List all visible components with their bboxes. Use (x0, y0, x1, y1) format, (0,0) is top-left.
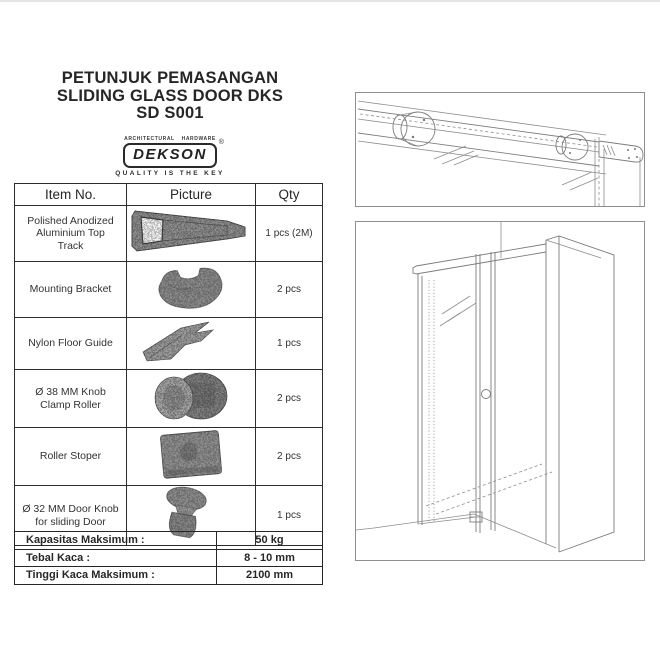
title-line-2: SLIDING GLASS DOOR DKS (56, 86, 284, 105)
header-picture: Picture (127, 184, 256, 206)
parts-table (14, 183, 323, 546)
mounting-bracket-photo (128, 262, 254, 312)
table-row-clamp-roller (15, 370, 323, 428)
item-qty: 1 pcs (256, 318, 323, 370)
spec-row-glass-height (15, 567, 323, 585)
item-name: Ø 38 MM Knob Clamp Roller (15, 370, 127, 428)
spec-value: 8 - 10 mm (217, 549, 323, 567)
header-item-no: Item No. (15, 184, 127, 206)
table-row-mounting-bracket (15, 262, 323, 318)
spec-label: Kapasitas Maksimum : (15, 532, 217, 550)
aluminium-top-track-photo (128, 206, 254, 256)
knob-clamp-roller-photo (128, 370, 254, 422)
spec-table (14, 531, 323, 585)
dekson-logo-text: DEKSON (133, 146, 207, 163)
brand-tagline: QUALITY IS THE KEY (115, 170, 225, 177)
track-detail-diagram-frame (355, 92, 645, 207)
item-picture-cell (127, 206, 256, 262)
item-name: Polished Anodized Aluminium Top Track (15, 206, 127, 262)
item-picture-cell (127, 318, 256, 370)
title-line-1: PETUNJUK PEMASANGAN (61, 69, 279, 87)
brand-block (0, 136, 340, 177)
parts-table-header-row (15, 184, 323, 206)
item-name: Nylon Floor Guide (15, 318, 127, 370)
item-qty: 1 pcs (2M) (256, 206, 323, 262)
table-row-roller-stoper (15, 428, 323, 486)
spec-label: Tinggi Kaca Maksimum : (15, 567, 217, 585)
roller-stoper-photo (128, 428, 254, 480)
table-row-top-track (15, 206, 323, 262)
item-qty: 2 pcs (256, 262, 323, 318)
door-assembly-diagram-frame (355, 221, 645, 561)
item-picture-cell (127, 262, 256, 318)
item-picture-cell (127, 428, 256, 486)
spec-row-capacity (15, 532, 323, 550)
registered-trademark-icon: ® (218, 139, 224, 146)
nylon-floor-guide-photo (128, 318, 254, 364)
table-row-floor-guide (15, 318, 323, 370)
page-title (0, 70, 340, 123)
header-qty: Qty (256, 184, 323, 206)
scan-edge-artifact (0, 0, 660, 2)
spec-value: 2100 mm (217, 567, 323, 585)
spec-value: 50 kg (217, 532, 323, 550)
spec-label: Tebal Kaca : (15, 549, 217, 567)
assembled-sliding-glass-door-drawing (356, 222, 644, 560)
item-name: Ø 32 MM Door Knob for sliding Door (15, 486, 127, 546)
top-track-roller-detail-drawing (356, 93, 644, 206)
item-qty: 1 pcs (256, 486, 323, 546)
item-qty: 2 pcs (256, 370, 323, 428)
item-picture-cell (127, 370, 256, 428)
brand-top-text: ARCHITECTURAL HARDWARE (124, 136, 216, 142)
spec-row-glass-thickness (15, 549, 323, 567)
item-name: Roller Stoper (15, 428, 127, 486)
item-qty: 2 pcs (256, 428, 323, 486)
item-name: Mounting Bracket (15, 262, 127, 318)
title-line-3: SD S001 (136, 104, 204, 122)
